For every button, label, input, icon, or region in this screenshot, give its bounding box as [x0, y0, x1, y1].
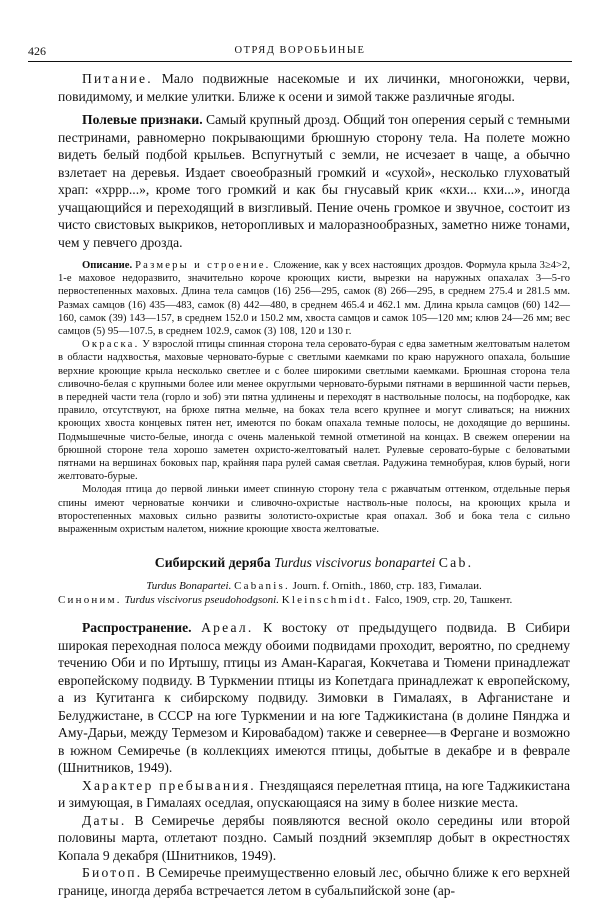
synonymy-line-2 — [58, 594, 570, 608]
synonymy-line-1 — [58, 580, 570, 594]
synonym-2-ref: Falco, 1909, стр. 20, Ташкент. — [375, 593, 513, 606]
area-label: Ареал. — [201, 620, 254, 636]
coloration-label: Окраска. — [82, 339, 140, 351]
biotope-paragraph — [58, 864, 570, 899]
description-spaced-label: Размеры и строение. — [135, 260, 271, 271]
page-number: 426 — [28, 44, 46, 58]
subspecies-author: Cab. — [438, 555, 474, 571]
subspecies-title-ru: Сибирский деряба — [154, 555, 271, 571]
subspecies-heading — [58, 554, 570, 572]
nutrition-paragraph — [58, 70, 570, 105]
field-signs-paragraph — [58, 111, 570, 251]
distribution-label: Распространение. — [82, 620, 192, 636]
dates-paragraph — [58, 812, 570, 865]
synonymy-block — [58, 580, 570, 607]
stay-text: Гнездящаяся перелетная птица, на юге Таджикистана и зимующая, в Гималаях оседлая, опускающаяся на зиму в более низкие места. — [58, 777, 570, 811]
distribution-text: К востоку от предыдущего подвида. В Сибири широкая переходная полоса между обоими подвидами проходит, вероятно, по среднему течению Оби и по Иртышу, птицы из Аман-Карагая, Кокчетава и Тюмени принадлежат европейскому подвиду. В Туркмении птицы из Копетдага принадлежат к европейскому, а из Кугитанга к сибирскому подвиду. Зимовки в Гималаях, в Афганистане и Белуджистане, в СССР на юге Туркмении и на юге Таджикистана (в долине Пянджа и Аму-Дарьи, между Термезом и Кировабадом) также и севернее—в Фергане и возможно в южном Семиречье (в коллекциях имеются птицы, добытые в декабре и в феврале (Шнитников, 1949). — [58, 620, 571, 776]
description-label: Описание. — [82, 260, 133, 271]
synonym-1-author: Cabanis. — [234, 580, 290, 593]
field-signs-label: Полевые признаки. — [82, 112, 203, 127]
biotope-label: Биотоп. — [82, 865, 143, 881]
description-paragraph — [58, 259, 570, 338]
field-signs-text: Самый крупный дрозд. Общий тон оперения серый с темными пестринами, равномерно покрывающими брюшную сторону тела. На полете можно видеть белый подбой крыльев. Вспугнутый с земли, не исчезает в чаще, а обычно взлетает на деревья. Издает своеобразный громкий и «сухой», несколько глуховатый храп: «хррр...», кроме того громкий и как бы гнусавый крик «кхи... кхи...», иногда учащающийся и переходящий в визгливый. Пение очень громкое и звучное, состоит из чисто свистовых выкриков, неторопливых и малоразнообразных, заметно ниже тонами, чем у певчего дрозда. — [58, 112, 570, 250]
page-body — [58, 70, 570, 899]
running-header — [28, 44, 572, 60]
biotope-text: В Семиречье преимущественно еловый лес, обычно ближе к его верхней границе, иногда деряба встречается летом в субальпийской зоне (ар- — [58, 865, 570, 898]
synonym-2-author: Kleinschmidt. — [281, 593, 373, 606]
description-text: Сложение, как у всех настоящих дроздов. Формула крыла 3≥4>2, 1-е маховое недоразвито, значительно короче кроющих кисти, вырезки на наружных опахалах 3—5-го первостепенных маховых. Длина тела самцов (16) 256—295, самок (8) 266—295, в среднем 275.4 и 281.5 мм. Размах самцов (16) 435—483, самок (8) 442—480, в среднем 465.4 и 462.1 мм. Длина крыла самцов (60) 142—160, самок (39) 143—157, в среднем 152.0 и 150.2 мм, хвоста самцов и самок 105—120 мм; клюв 24—26 мм; вес самцов (5) 95—107.5, в среднем 102.9, самок (3) 108, 120 и 130 г. — [58, 260, 570, 338]
header-rule — [28, 61, 572, 62]
synonym-1-ref: Journ. f. Ornith., 1860, стр. 183, Гималаи. — [292, 580, 482, 593]
synonym-2-label: Синоним. — [58, 593, 122, 606]
coloration-text: У взрослой птицы спинная сторона тела серовато-бурая с едва заметным желтоватым налетом в области надхвостья, маховые черновато-бурые с светлыми каемками по краю наружного опахала, большие верхние кроющие крыла несколько светлее и с более широкими светлыми каемками. Брюшная сторона тела сливочно-белая с крупными более или менее округлыми черновато-бурыми пятнами в вершинной части перьев, в передней части тела (горло и зоб) эти пятна удлинены и переходят в наствольные полосы, на подбородке, как правило, отсутствуют, на брюхе пятна мельче, на боках тела всего крупнее и могут сливаться; на нижних кроющих хвоста концевых пятен нет, имеются по бокам опахала темные полосы, не доходящие до вершины. Подмышечные чисто-белые, иногда с очень маленькой темной отметиной на концах. В свежем оперении на брюшной стороне тела хорошо заметен охристо-желтоватый налет. Рулевые серовато-бурые с беловатыми пятнами на вершинах боковых пар, крайняя пара рулей самая светлая. Радужина темнобурая, клюв бурый, ноги желтовато-бурые. — [58, 339, 570, 483]
dates-text: В Семиречье дерябы появляются весной около середины или второй половины марта, отлетают поздно. Самый поздний экземпляр добыт в окрестностях Копала 9 декабря (Шнитников, 1949). — [58, 812, 570, 863]
nutrition-text: Мало подвижные насекомые и их личинки, многоножки, черви, повидимому, и мелкие улитки. Ближе к осени и зимой также различные ягоды. — [58, 71, 571, 104]
synonym-2-latin: Turdus viscivorus pseudohodgsoni. — [124, 593, 279, 606]
subspecies-title-latin: Turdus viscivorus bonapartei — [274, 555, 436, 571]
synonym-1-latin: Turdus Bonapartei. — [146, 580, 232, 593]
running-title: ОТРЯД ВОРОБЬИНЫЕ — [234, 45, 366, 56]
stay-paragraph — [58, 777, 570, 812]
distribution-paragraph — [58, 619, 570, 777]
dates-label: Даты. — [82, 812, 127, 828]
nutrition-label: Питание. — [82, 71, 153, 86]
stay-label: Характер пребывания. — [82, 777, 256, 793]
coloration-paragraph — [58, 338, 570, 483]
juvenile-paragraph: Молодая птица до первой линьки имеет спинную сторону тела с ржавчатым оттенком, отдельные перья спины имеют черноватые кончики и сливочно-охристые настволь-ные полосы, на кроющих крыла и второстепенных маховых сильно развиты золотисто-охристые края опахал. Зоб и бока тела с сильно выраженным охристым налетом, нижние кроющие хвоста желтоватые. — [58, 484, 570, 536]
